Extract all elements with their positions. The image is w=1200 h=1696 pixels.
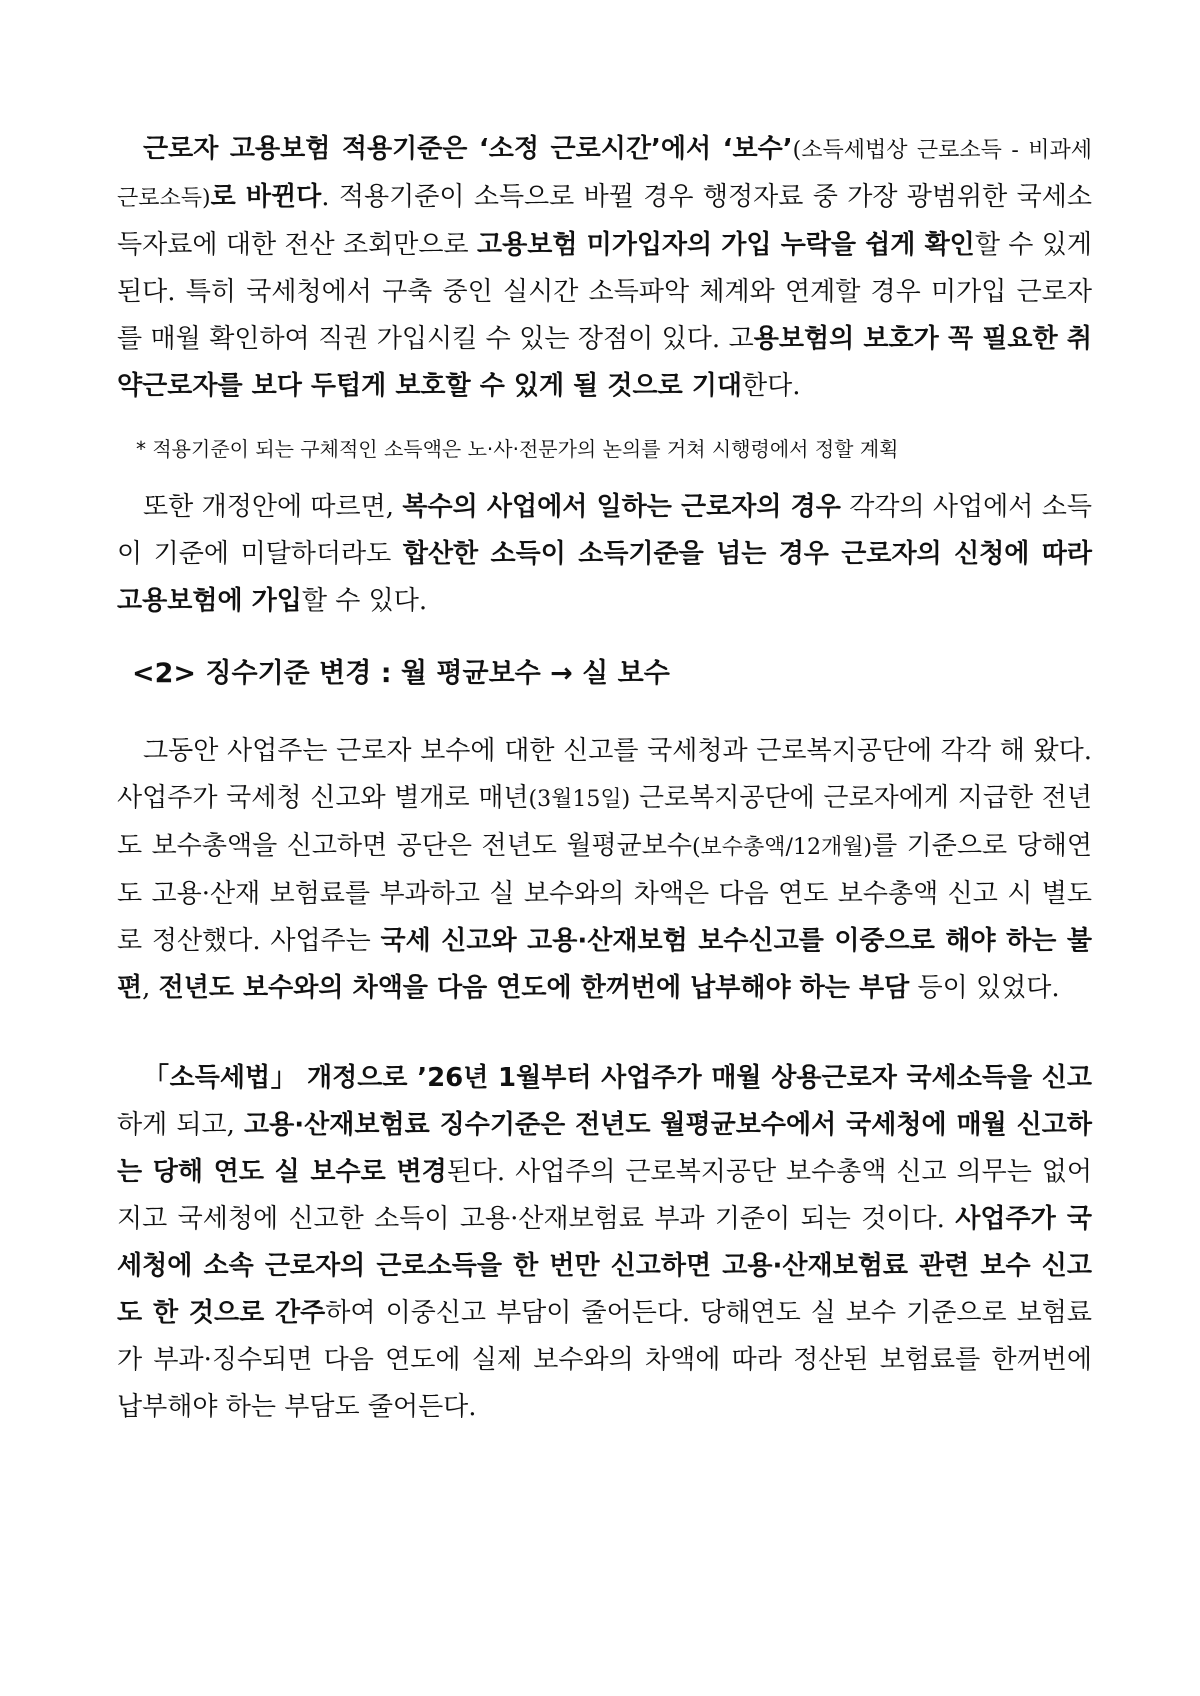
parenthetical-text: (보수총액/12개월) <box>691 835 873 860</box>
body-text: 한다. <box>741 371 801 401</box>
body-text: 된다. 사업주의 근로복지공단 보수총액 신고 의무는 없어지고 국세청에 신고한 소득이 고용·산재보험료 부과 기준이 되는 것이다. <box>117 1157 1092 1234</box>
body-text: , <box>142 973 159 1003</box>
bold-text: 고용·산재보험료 징수기준은 전년도 월평균보수에서 국세청에 매월 신고하는 당해 연도 실 보수로 변경 <box>117 1110 1092 1187</box>
body-text: 할 수 있게 된다. 특히 국세청에서 구축 중인 실시간 소득파악 체계와 연계할 경우 미가입 근로자를 매월 확인하여 직권 가입시킬 수 있는 장점이 있다. 고 <box>117 230 1092 354</box>
bold-text: 고용보험 미가입자의 가입 누락을 쉽게 확인 <box>476 230 975 260</box>
bold-text: 전년도 보수와의 차액을 다음 연도에 한꺼번에 납부해야 하는 부담 <box>158 973 910 1003</box>
body-text: . 적용기준이 소득으로 바뀔 경우 행정자료 중 가장 광범위한 국세소득자료에 대한 전산 조회만으로 <box>117 182 1092 260</box>
body-text: 각각의 사업에서 소득이 기준에 미달하더라도 <box>117 492 1092 569</box>
footnote: * 적용기준이 되는 구체적인 소득액은 노·사·전문가의 논의를 거쳐 시행령에서 정할 계획 <box>136 437 899 461</box>
body-text: 등이 있었다. <box>909 973 1060 1003</box>
body-text: 또한 개정안에 따르면, <box>143 492 403 522</box>
body-text: 할 수 있다. <box>301 586 428 616</box>
bold-text: 「소득세법」 개정으로 ’26년 1월부터 사업주가 매월 상용근로자 국세소득을 신고 <box>143 1063 1092 1093</box>
paragraph-income-tax-act <box>117 1055 1092 1431</box>
bold-text: 사업주가 국세청에 소속 근로자의 근로소득을 한 번만 신고하면 고용·산재보험료 관련 보수 신고도 한 것으로 간주 <box>117 1204 1092 1328</box>
body-text: 하여 이중신고 부담이 줄어든다. 당해연도 실 보수 기준으로 보험료가 부과·징수되면 다음 연도에 실제 보수와의 차액에 따라 정산된 보험료를 한꺼번에 납부해야 하는 부담도 줄어든다. <box>117 1298 1093 1422</box>
bold-text: 용보험의 보호가 꼭 필요한 취약근로자를 보다 두텁게 보호할 수 있게 될 것으로 기대 <box>117 324 1092 401</box>
section-heading: <2> 징수기준 변경 : 월 평균보수 → 실 보수 <box>132 658 670 689</box>
body-text: 그동안 사업주는 근로자 보수에 대한 신고를 국세청과 근로복지공단에 각각 해 왔다. 사업주가 국세청 신고와 별개로 매년 <box>117 736 1092 813</box>
bold-text: 로 바뀐다 <box>210 182 322 212</box>
body-text: 근로복지공단에 근로자에게 지급한 전년도 보수총액을 신고하면 공단은 전년도 월평균보수 <box>117 783 1092 861</box>
bold-text: 근로자 고용보험 적용기준은 ‘소정 근로시간’에서 ‘보수’ <box>143 134 793 164</box>
paragraph-multiple-jobs <box>117 484 1092 625</box>
parenthetical-text: (소득세법상 근로소득 - 비과세 근로소득) <box>117 138 1092 211</box>
body-text: 하게 되고, <box>117 1110 244 1140</box>
bold-text: 복수의 사업에서 일하는 근로자의 경우 <box>402 492 841 522</box>
parenthetical-text: (3월15일) <box>528 787 631 812</box>
paragraph-previous-system <box>117 728 1092 1012</box>
paragraph-application-criteria <box>117 126 1092 410</box>
bold-text: 국세 신고와 고용·산재보험 보수신고를 이중으로 해야 하는 불편 <box>117 926 1092 1003</box>
body-text: 를 기준으로 당해연도 고용·산재 보험료를 부과하고 실 보수와의 차액은 다음 연도 보수총액 신고 시 별도로 정산했다. 사업주는 <box>117 831 1092 956</box>
bold-text: 합산한 소득이 소득기준을 넘는 경우 근로자의 신청에 따라 고용보험에 가입 <box>117 539 1092 616</box>
